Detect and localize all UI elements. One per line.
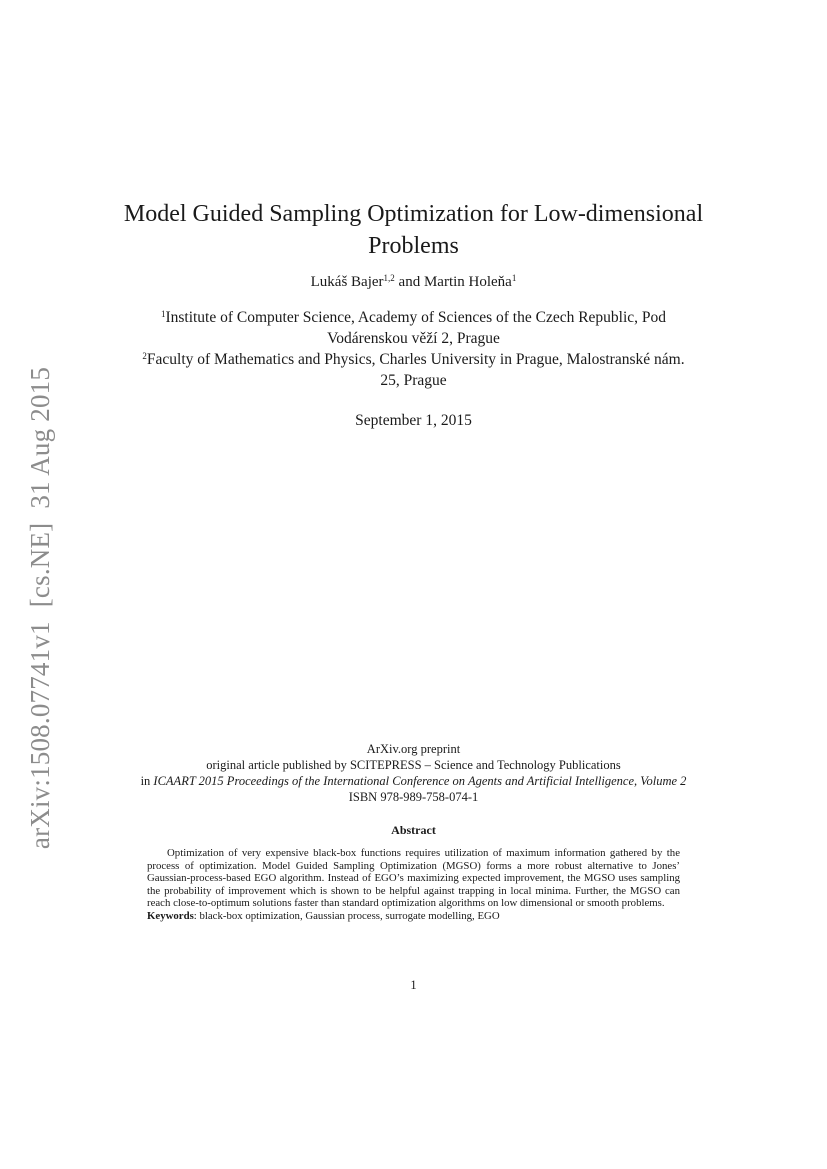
page-number: 1 [410,978,417,992]
affiliations [0,307,827,391]
keywords-line [147,910,680,923]
keywords-list: : black-box optimization, Gaussian process, surrogate modelling, EGO [193,909,500,922]
publication-line-1: ArXiv.org preprint [366,742,461,756]
arxiv-date: 31 Aug 2015 [25,366,55,509]
affiliation-1-line-1: $^1$Institute of Computer Science, Academy of Sciences of the Czech Republic, Pod [160,309,667,326]
arxiv-id: arXiv:1508.07741v1 [25,621,55,850]
author-1-name: Lukáš Bajer [310,274,384,290]
author-list [0,272,827,292]
affiliation-1-marker: 1 [160,309,166,319]
publication-line-2: original article published by SCITEPRESS – Science and Technology Publications [206,758,621,772]
publication-isbn: ISBN 978-989-758-074-1 [348,790,479,804]
abstract-text: Optimization of very expensive black-box functions requires utilization of maximum information gathered by the process of optimization. Model Guided Sampling Optimization (MGSO) forms a more robust alternative to Jones’ Gaussian-process-based EGO algorithm. Instead of EGO’s maximizing expected improvement, the MGSO uses sampling the probability of improvement which is shown to be helpful against trapping in local minima. Further, the MGSO can reach close-to-optimum solutions faster than standard optimization algorithms on low dimensional or smooth problems. [147,847,680,910]
abstract-heading: Abstract [391,823,436,837]
affiliation-2-marker: 2 [142,351,147,361]
paper-date: September 1, 2015 [355,412,472,429]
publication-info [0,741,827,805]
paper-title [0,198,827,262]
affiliation-2-line-1: $^2$Faculty of Mathematics and Physics, Charles University in Prague, Malostranské nám. [142,351,685,368]
title-line-1: Model Guided Sampling Optimization for Low-dimensional [123,201,704,227]
author-2-affil-marker: 1 [511,273,517,283]
publication-line-3: in ICAART 2015 Proceedings of the International Conference on Agents and Artificial Intelligence, Volume 2 [140,774,687,788]
author-1-affil-marker: 1,2 [383,273,395,283]
publication-venue: ICAART 2015 Proceedings of the International Conference on Agents and Artificial Intelligence, Volume 2 [153,774,687,788]
arxiv-category: [cs.NE] [25,522,55,608]
keywords-label: Keywords [147,909,194,922]
affiliation-2-line-2: 25, Prague [380,372,447,389]
abstract-body [147,847,680,923]
affiliation-1-line-2: Vodárenskou věží 2, Prague [327,330,500,347]
author-connector: and [398,274,421,290]
title-line-2: Problems [368,233,459,259]
author-2-name: Martin Holeňa [423,274,512,290]
